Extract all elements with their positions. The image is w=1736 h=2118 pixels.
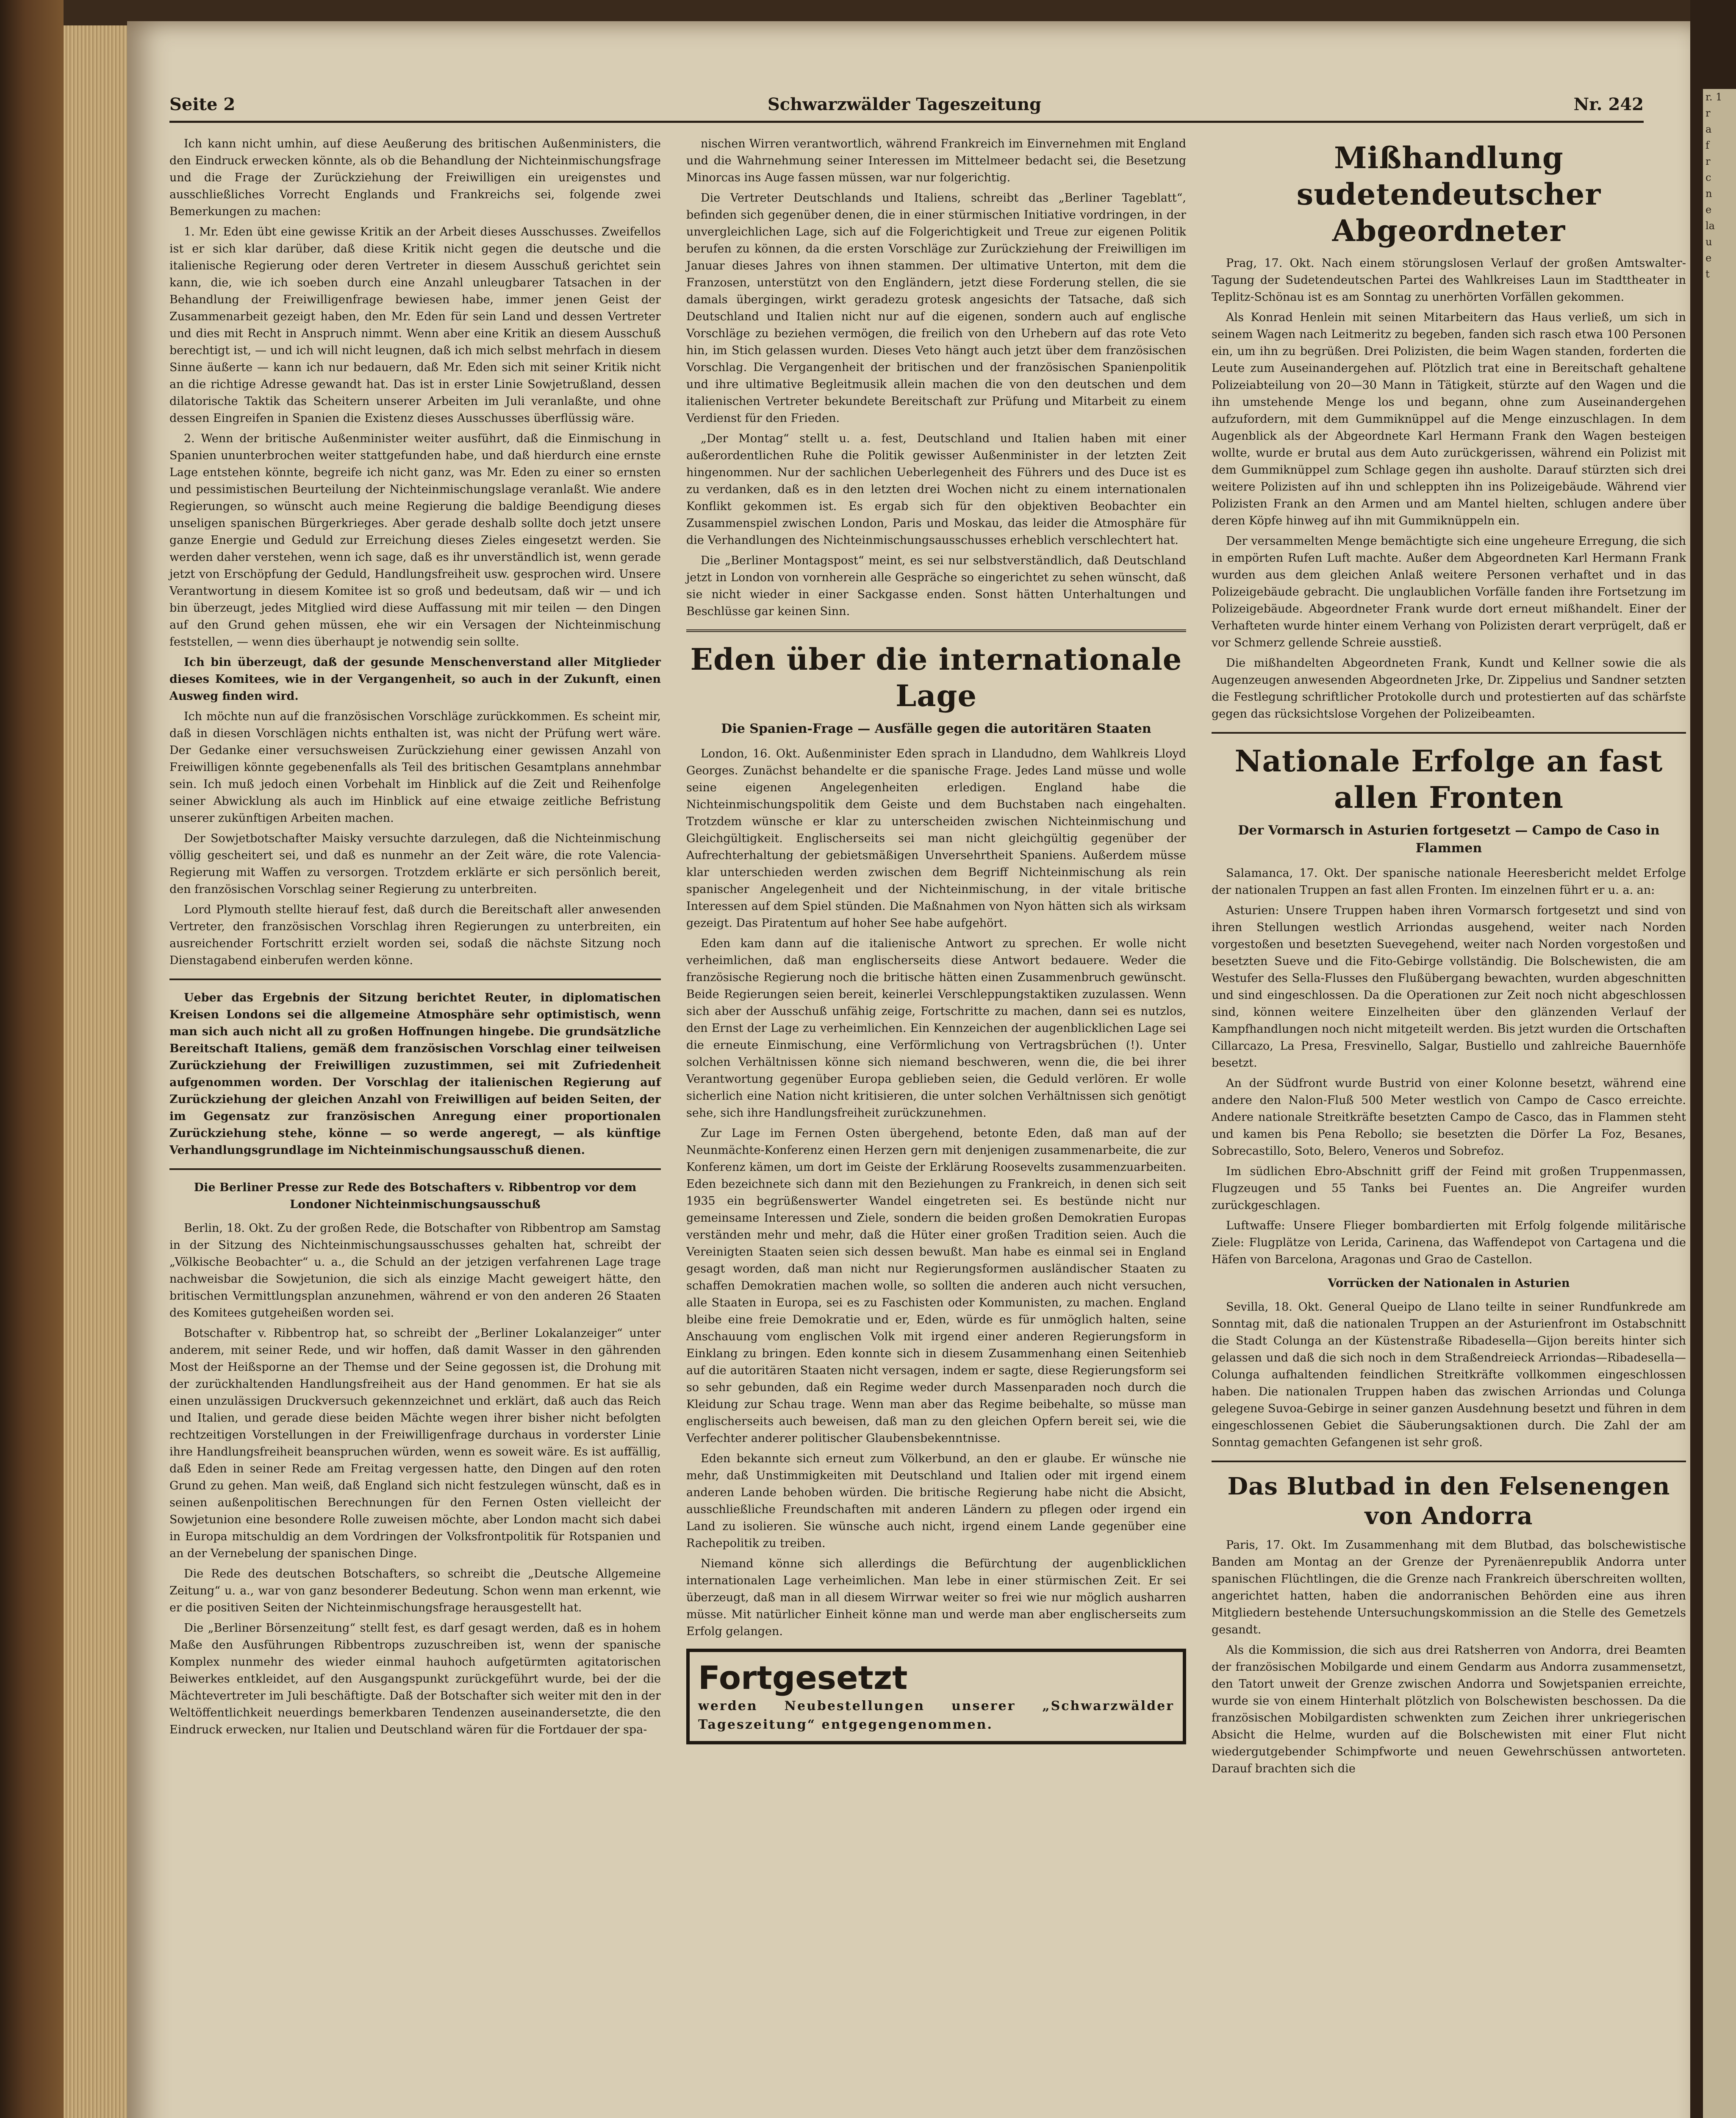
- masthead: Schwarzwälder Tageszeitung: [767, 94, 1042, 114]
- article-paragraph: Ueber das Ergebnis der Sitzung berichtet Reuter, in diplomatischen Kreisen Londons sei die allgemeine Atmosphäre sehr optimistisch, wenn man sich auch nicht all zu großen Hoffnungen hingebe. Die grundsätzliche Bereitschaft Italiens, gemäß dem französischen Vorschlag einer teilweisen Zurückziehung der Freiwilligen zuzustimmen, sei mit Zufriedenheit aufgenommen worden. Der Vorschlag der italienischen Regierung auf Zurückziehung der gleichen Anzahl von Freiwilligen auf beiden Seiten, der im Gegensatz zur französischen Anregung einer proportionalen Zurückziehung stehe, könne — so werde angeregt, — als künftige Verhandlungsgrundlage im Nichteinmischungsausschuß dienen.: [169, 991, 661, 1157]
- adjacent-page-edge: [1703, 89, 1736, 2118]
- article-paragraph: Luftwaffe: Unsere Flieger bombardierten mit Erfolg folgende militärische Ziele: Flugplätze von Lerida, Carinena, das Waffendepot von Cartagena und die Häfen von Barcelona, Aragonas und Grao de Castellon.: [1212, 1219, 1686, 1266]
- article-paragraph: Asturien: Unsere Truppen haben ihren Vormarsch fortgesetzt und sind von ihren Stellungen westlich Arriondas ausgehend, weiter nach Norden vorgestoßen und besetzten Suevegehend, weiter nach Norden vorgestoßen und besetzten Sueve und die Fito-Gebirge vollständig. Die Bolschewisten, die am Westufer des Sella-Flusses den Flußübergang bewachten, wurden abgeschnitten und sind eingeschlossen. Da die Operationen zur Zeit noch nicht abgeschlossen sind, können weitere Einzelheiten über den glänzenden Verlauf der Kampfhandlungen noch nicht mitgeteilt werden. Bis jetzt wurden die Ortschaften Cillarcazo, La Presa, Fresvinello, Salgar, Bustiello und zahlreiche Bauernhöfe besetzt.: [1212, 904, 1686, 1070]
- article-paragraph: „Der Montag“ stellt u. a. fest, Deutschland und Italien haben mit einer außerordentlichen Ruhe die Politik gewisser Außenminister in der letzten Zeit hingenommen. Nur der sachlichen Ueberlegenheit des Führers und des Duce ist es zu verdanken, daß es in den letzten drei Wochen nicht zu einem internationalen Konflikt gekommen ist. Es ergab sich für den objektiven Beobachter ein Zusammenspiel zwischen London, Paris und Moskau, das leider die Atmosphäre für die Verhandlungen des Nichteinmischungsausschusses erheblich verschlechtert hat.: [686, 432, 1186, 547]
- edge-fragment: r: [1705, 155, 1711, 167]
- edge-fragment: a: [1705, 123, 1712, 135]
- edge-fragment: u: [1705, 236, 1712, 248]
- article-paragraph: Die Rede des deutschen Botschafters, so schreibt die „Deutsche Allgemeine Zeitung“ u. a., war von ganz besonderer Bedeutung. Schon wenn man erkennt, wie er die positiven Seiten der Nichteinmischungsfrage herausgestellt hat.: [169, 1567, 661, 1614]
- article-subheadline: Die Berliner Presse zur Rede des Botschafters v. Ribbentrop vor dem Londoner Nichteinmischungsausschuß: [194, 1181, 637, 1211]
- column-3: [1212, 136, 1686, 1781]
- section-rule: [169, 1168, 661, 1170]
- article-paragraph: Eden bekannte sich erneut zum Völkerbund, an den er glaube. Er wünsche nie mehr, daß Unstimmigkeiten mit Deutschland und Italien oder mit irgend einem anderen Lande behoben würden. Die britische Regierung habe nicht die Absicht, ausschließliche Freundschaften mit anderen Ländern zu pflegen oder irgend ein Land zu isolieren. Sie wünsche auch nicht, irgend einem Lande gegenüber eine Rachepolitik zu treiben.: [686, 1452, 1186, 1550]
- edge-fragment: t: [1705, 268, 1710, 280]
- section-rule: [686, 629, 1186, 632]
- article-paragraph: Sevilla, 18. Okt. General Queipo de Llano teilte in seiner Rundfunkrede am Sonntag mit, daß die nationalen Truppen an der Asturienfront im Ostabschnitt die Stadt Colunga an der Küstenstraße Ribadesella—Gijon bereits hinter sich gelassen und daß die sich noch in dem Straßendreieck Arriondas—Ribadesella—Colunga aufhaltenden feindlichen Streitkräfte vollkommen eingeschlossen haben. Die nationalen Truppen haben das zwischen Arriondas und Colunga gelegene Suvoa-Gebirge in seiner ganzen Ausdehnung besetzt und führen in dem eingeschlossenen Gebiet die Säuberungsaktionen durch. Die Zahl der am Sonntag gemachten Gefangenen ist sehr groß.: [1212, 1300, 1686, 1449]
- subscription-notice: [686, 1649, 1186, 1744]
- article-paragraph: Botschafter v. Ribbentrop hat, so schreibt der „Berliner Lokalanzeiger“ unter anderem, mit seiner Rede, und wir hoffen, daß damit Wasser in den gährenden Most der Heißsporne an der Themse und der Seine gegossen ist, die Drohung mit der zurückhaltenden Handlungsfreiheit aus der Hand genommen. Er hat sie als einen unzulässigen Druckversuch gekennzeichnet und erklärt, daß auch das Reich und Italien, und gerade diese beiden Mächte wegen ihrer bisher nicht befolgten rechtzeitigen Vorstellungen in der Freiwilligenfrage durchaus in vorderster Linie ihre Handlungsfreiheit beanspruchen würden, wenn es soweit wäre. Es ist auffällig, daß Eden in seiner Rede am Freitag vergessen hatte, den Dingen auf den roten Grund zu gehen. Man weiß, daß England sich nicht festzulegen wünscht, daß es in seinen außenpolitischen Berechnungen für den Fernen Osten vielleicht der Sowjetunion eine besondere Rolle zuweisen möchte, aber London macht sich dabei in Europa mitschuldig an dem Vordringen der Volksfrontpolitik für Rotspanien und an der Vernebelung der spanischen Dinge.: [169, 1327, 661, 1560]
- article-paragraph: Prag, 17. Okt. Nach einem störungslosen Verlauf der großen Amtswalter-Tagung der Sudetendeutschen Partei des Wahlkreises Laun im Stadttheater in Teplitz-Schönau ist es am Sonntag zu unerhörten Vorfällen gekommen.: [1212, 257, 1686, 304]
- article-subheadline: Der Vormarsch in Asturien fortgesetzt — Campo de Caso in Flammen: [1238, 823, 1660, 856]
- article-paragraph: Ich kann nicht umhin, auf diese Aeußerung des britischen Außenministers, die den Eindruck erwecken könnte, als ob die Behandlung der Nichteinmischungsfrage und die Frage der Zurückziehung der Freiwilligen ein ureigenstes und ausschließliches Vorrecht Englands und Frankreichs sei, folgende zwei Bemerkungen zu machen:: [169, 137, 661, 218]
- article-paragraph: Salamanca, 17. Okt. Der spanische nationale Heeresbericht meldet Erfolge der nationalen Truppen an fast allen Fronten. Im einzelnen führt er u. a. an:: [1212, 867, 1686, 897]
- article-paragraph: Die „Berliner Börsenzeitung“ stellt fest, es darf gesagt werden, daß es in hohem Maße den Ausführungen Ribbentrops zuzuschreiben ist, wenn der spanische Komplex nunmehr des wieder einmal hauhoch aufgetürmten agitatorischen Beiwerkes entkleidet, auf den Ausgangspunkt zurückgeführt wurde, bei der die Mächtevertreter im Juli beschäftigte. Daß der Botschafter sich weiter mit den in der Weltöffentlichkeit neuerdings bemerkbaren Tendenzen auseinandersetzte, die den Eindruck erwecken, nur Italien und Deutschland wären für die Fortdauer der spa-: [169, 1622, 661, 1736]
- article-paragraph: Eden kam dann auf die italienische Antwort zu sprechen. Er wolle nicht verheimlichen, daß man englischerseits diese Antwort bedauere. Weder die französische Regierung noch die britische hätten einen Zusammenbruch gewünscht. Beide Regierungen seien bereit, keinerlei Verschleppungstaktiken zuzulassen. Wenn sich aber der Ausschuß unfähig zeige, Fortschritte zu machen, dann sei es nutzlos, den Ernst der Lage zu verheimlichen. Ein Kennzeichen der augenblicklichen Lage sei die erneute Einmischung, eine Verförmlichung von Vertragsbrüchen (!). Unter solchen Verhältnissen könne sich niemand beschweren, wenn die, die bei ihrer Verantwortung gegenüber Europa geblieben seien, die Geduld verlören. Er wolle sicherlich eine Nation nicht kritisieren, die unter solchen Verhältnissen sich genötigt sehe, sich ihre Handlungsfreiheit zurückzunehmen.: [686, 937, 1186, 1120]
- newspaper-page: [127, 21, 1703, 2118]
- article-headline: Nationale Erfolge an fast allen Fronten: [1234, 743, 1663, 815]
- article-paragraph: An der Südfront wurde Bustrid von einer Kolonne besetzt, während eine andere den Nalon-Fluß 500 Meter westlich von Campo de Casco erreichte. Andere nationale Streitkräfte besetzten Campo de Casco, das in Flammen steht und kamen bis Pena Rebollo; sie besetzten die Dörfer La Foz, Besanes, Sobrecastillo, Soto, Belero, Veneros und Sobrefoz.: [1212, 1077, 1686, 1158]
- article-paragraph: Der versammelten Menge bemächtigte sich eine ungeheure Erregung, die sich in empörten Rufen Luft machte. Außer dem Abgeordneten Karl Hermann Frank wurden aus dem gleichen Anlaß weitere Personen verhaftet und in das Polizeigebäude gebracht. Die unglaublichen Vorfälle fanden ihre Fortsetzung im Polizeigebäude. Abgeordneter Frank wurde dort erneut mißhandelt. Einer der Verhafteten wurde hinter einem Verhang von Polizisten derart verprügelt, daß er vor Schmerz gellende Schreie ausstieß.: [1212, 535, 1686, 649]
- page-header: [169, 80, 1644, 114]
- notice-title: Fortgesetzt: [698, 1659, 908, 1697]
- article-headline: Das Blutbad in den Felsenengen von Andorra: [1227, 1472, 1670, 1530]
- article-paragraph: Im südlichen Ebro-Abschnitt griff der Feind mit großen Truppenmassen, Flugzeugen und 55 Tanks bei Fuentes an. Die Angreifer wurden zurückgeschlagen.: [1212, 1165, 1686, 1212]
- article-subheadline: Die Spanien-Frage — Ausfälle gegen die autoritären Staaten: [721, 721, 1151, 736]
- article-paragraph: 2. Wenn der britische Außenminister weiter ausführt, daß die Einmischung in Spanien ununterbrochen weiter stattgefunden habe, und daß hierdurch eine ernste Lage entstehen könnte, begreife ich nicht ganz, was Mr. Eden zu einer so ernsten und pessimistischen Beurteilung der Nichteinmischungslage veranlaßt. Wie andere Regierungen, so wünscht auch meine Regierung die baldige Beendigung dieses unseligen spanischen Bürgerkrieges. Aber gerade deshalb sollte doch jetzt unsere ganze Energie und Geduld zur Erreichung dieses Zieles eingesetzt werden. Sie werden daher verstehen, wenn ich sage, daß es ihr unverständlich ist, wenn gerade jetzt von Erschöpfung der Geduld, Handlungsfreiheit usw. gesprochen wird. Unsere Verantwortung in diesem Komitee ist so groß und bedeutsam, daß wir — und ich bin überzeugt, jedes Mitglied wird diese Auffassung mit mir teilen — den Dingen auf den Grund gehen müssen, ehe wir ein Versagen der Nichteinmischung feststellen, — wenn dies überhaupt je notwendig sein sollte.: [169, 432, 661, 649]
- article-headline: Eden über die internationale Lage: [690, 642, 1182, 713]
- article-paragraph: Lord Plymouth stellte hierauf fest, daß durch die Bereitschaft aller anwesenden Vertreter, den französischen Vorschlag ihren Regierungen zu unterbreiten, ein ausreichender Fortschritt erzielt worden sei, sodaß die nächste Sitzung noch Dienstagabend einberufen werden könne.: [169, 903, 661, 967]
- section-rule: [169, 979, 661, 980]
- edge-fragment: la: [1705, 220, 1715, 232]
- edge-fragment: c: [1705, 172, 1711, 183]
- edge-fragment: e: [1705, 252, 1712, 264]
- article-paragraph: London, 16. Okt. Außenminister Eden sprach in Llandudno, dem Wahlkreis Lloyd Georges. Zunächst behandelte er die spanische Frage. Jedes Land müsse und wolle seine eigenen Angelegenheiten erledigen. England habe die Nichteinmischungspolitik dem Geiste und dem Buchstaben nach eingehalten. Trotzdem wünsche er klar zu unterscheiden zwischen Nichteinmischung und Gleichgültigkeit. Englischerseits sei man nicht gleichgültig gegenüber der Aufrechterhaltung der gebietsmäßigen Unversehrtheit Spaniens. Außerdem müsse klar unterschieden werden zwischen dem Begriff Nichteinmischung als rein spanischer Angelegenheit und der Nichteinmischung, in der vitale britische Interessen auf dem Spiel stünden. Die Maßnahmen von Nyon hätten sich als wirksam gezeigt. Das Piratentum auf hoher See habe aufgehört.: [686, 747, 1186, 930]
- article-paragraph: Die Vertreter Deutschlands und Italiens, schreibt das „Berliner Tageblatt“, befinden sich gegenüber denen, die in einer stürmischen Initiative vordringen, in der unvergleichlichen Lage, sich auf die Folgerichtigkeit und Treue zur eigenen Politik berufen zu können, da die ersten Vorschläge zur Zurückziehung der Freiwilligen im Januar dieses Jahres von ihnen stammen. Der ultimative Unterton, mit dem die Franzosen, unterstützt von den Engländern, jetzt diese Forderung stellen, die sie damals übergingen, wirkt geradezu grotesk angesichts der Tatsache, daß sich Deutschland und Italien nicht nur auf die eigenen, sondern auch auf englische Vorschläge zu beziehen vermögen, die freilich von den Urhebern auf das rote Veto hin, im Stich gelassen wurden. Dieses Veto hängt auch jetzt über dem französischen Vorschlag. Die Vergangenheit der britischen und der französischen Spanienpolitik und ihre ultimative Begleitmusik allein machen die von den deutschen und dem italienischen Vertreter bekundete Bereitschaft zur Prüfung und Mitarbeit zu einem Verdienst für den Frieden.: [686, 191, 1186, 425]
- article-paragraph: Als Konrad Henlein mit seinen Mitarbeitern das Haus verließ, um sich in seinem Wagen nach Leitmeritz zu begeben, fanden sich rasch etwa 100 Personen ein, um ihn zu begrüßen. Drei Polizisten, die beim Wagen standen, forderten die Leute zum Auseinandergehen auf. Plötzlich trat eine in Bereitschaft gehaltene Polizeiabteilung von 20—30 Mann in Tätigkeit, stürzte auf den Wagen und die ihn umstehende Menge los und begann, ohne zum Auseinandergehen aufzufordern, mit dem Gummiknüppel auf die Menge einzuschlagen. In dem Augenblick als der Abgeordnete Karl Hermann Frank den Wagen besteigen wollte, wurde er brutal aus dem Auto zurückgerissen, während ein Polizist mit dem Gummiknüppel zum Schlage gegen ihn ausholte. Darauf stürzten sich drei weitere Polizisten auf ihn und schleppten ihn ins Polizeigebäude. Während vier Polizisten Frank an den Armen und am Mantel hielten, schlugen andere über deren Köpfe hinweg auf ihn mit Gummiknüppeln ein.: [1212, 311, 1686, 527]
- page-number: Seite 2: [169, 94, 236, 114]
- edge-fragment: r: [1705, 107, 1711, 119]
- header-rule: [169, 121, 1644, 123]
- article-paragraph: Die mißhandelten Abgeordneten Frank, Kundt und Kellner sowie die als Augenzeugen anwesenden Abgeordneten Jrke, Dr. Zippelius und Sandner setzten die Festlegung schriftlicher Protokolle durch und protestierten auf das schärfste gegen das rücksichtslose Vorgehen der Polizeibeamten.: [1212, 657, 1686, 721]
- article-paragraph: Zur Lage im Fernen Osten übergehend, betonte Eden, daß man auf der Neunmächte-Konferenz einen Herzen gern mit denjenigen zusammenarbeite, die zur Konferenz kämen, um dort im Geiste der Erklärung Roosevelts zusammenzuarbeiten. Eden bezeichnete sich dann mit den Beziehungen zu Frankreich, in denen sich seit 1935 ein begrüßenswerter Wandel eingetreten sei. Es bestünde nicht nur gemeinsame Interessen und Ziele, sondern die beiden großen Demokratien Europas verständen mehr und mehr, daß die Hüter einer großen Tradition seien. Auch die Vereinigten Staaten seien sich dessen bewußt. Man habe es einmal sei in England gesagt worden, daß man nicht nur Regierungsformen ausländischer Staaten zu schaffen Demokratien machen wolle, so sollten die anderen auch nicht versuchen, alle Staaten in Europa, sei es zu Faschisten oder Kommunisten, zu machen. England bleibe eine freie Demokratie und er, Eden, würde es für unmöglich halten, seine Anschauung vom englischen Volk mit irgend einer anderen Regierungsform in Einklang zu bringen. Eden konnte sich in diesem Zusammenhang einen Seitenhieb auf die autoritären Staaten nicht versagen, indem er sagte, diese Regierungsform sei so sehr gebunden, daß ein Regime weder durch Massenparaden noch durch die Kleidung zur Schau trage. Wenn man aber das Regime beibehalte, so müsse man englischerseits auch beweisen, daß man zu den gleichen Opfern bereit sei, wie die Verfechter anderer politischer Glaubensbekenntnisse.: [686, 1127, 1186, 1445]
- section-rule: [1212, 732, 1686, 734]
- section-rule: [1212, 1461, 1686, 1462]
- article-headline: Mißhandlung sudetendeutscher Abgeordneter: [1296, 140, 1601, 248]
- article-paragraph: Niemand könne sich allerdings die Befürchtung der augenblicklichen internationalen Lage verheimlichen. Man lebe in einer stürmischen Zeit. Er sei überzeugt, daß man in all diesem Wirrwar weiter so frei wie nur möglich ausharren müsse. Mit natürlicher Einheit könne man und werde man aber englischerseits zum Erfolg gelangen.: [686, 1557, 1186, 1638]
- article-paragraph: Paris, 17. Okt. Im Zusammenhang mit dem Blutbad, das bolschewistische Banden am Montag an der Grenze der Pyrenäenrepublik Andorra unter spanischen Flüchtlingen, die die Grenze nach Frankreich überschreiten wollten, angerichtet hatten, haben die andorranischen Behörden eine aus ihren Mitgliedern bestehende Untersuchungskommission an die Stelle des Gemetzels gesandt.: [1212, 1539, 1686, 1636]
- notice-text: werden Neubestellungen unserer „Schwarzwälder Tageszeitung“ entgegengenommen.: [698, 1699, 1174, 1732]
- column-1: [169, 136, 661, 1742]
- issue-number: Nr. 242: [1573, 94, 1644, 114]
- article-subheadline: Vorrücken der Nationalen in Asturien: [1328, 1277, 1570, 1290]
- edge-fragment: r. 1: [1705, 91, 1722, 103]
- article-paragraph: Als die Kommission, die sich aus drei Ratsherren von Andorra, drei Beamten der französischen Mobilgarde und einem Gendarm aus Andorra zusammensetzt, den Tatort unweit der Grenze zwischen Andorra und Sowjetspanien erreichte, wurde sie von einem Hinterhalt plötzlich von Bolschewisten beschossen. Da die französischen Mobilgardisten schwenkten zum Zeichen ihrer unkriegerischen Absicht die Helme, wurden auf die Bolschewisten mit einer Flut nicht wiedergutgebender Schimpfworte und neuen Gewehrschüssen antworteten. Darauf brachten sich die: [1212, 1644, 1686, 1775]
- edge-fragment: n: [1705, 188, 1712, 200]
- article-paragraph: Berlin, 18. Okt. Zu der großen Rede, die Botschafter von Ribbentrop am Samstag in der Sitzung des Nichteinmischungsausschusses gehalten hat, schreibt der „Völkische Beobachter“ u. a., die Schuld an der jetzigen verfahrenen Lage trage nachweisbar die Sowjetunion, die sich als einzige Macht geweigert hätte, den britischen Vermittlungsplan anzunehmen, während er von den anderen 26 Staaten des Komitees gutgeheißen worden sei.: [169, 1222, 661, 1320]
- edge-fragment: e: [1705, 204, 1712, 216]
- article-paragraph: Ich bin überzeugt, daß der gesunde Menschenverstand aller Mitglieder dieses Komitees, wie in der Vergangenheit, so auch in der Zukunft, einen Ausweg finden wird.: [169, 656, 661, 703]
- article-paragraph: Ich möchte nun auf die französischen Vorschläge zurückkommen. Es scheint mir, daß in diesen Vorschlägen nichts enthalten ist, was nicht der Prüfung wert wäre. Der Gedanke einer versuchsweisen Zurückziehung einer gewissen Anzahl von Freiwilligen könnte gegebenenfalls als Teil des britischen Gesamtplans annehmbar sein. Ich muß jedoch einen Vorbehalt im Hinblick auf die Zeit und Reihenfolge seiner Abwicklung als auch im Hinblick auf eine etwaige zeitliche Befristung unserer zukünftigen Arbeiten machen.: [169, 710, 661, 825]
- article-paragraph: nischen Wirren verantwortlich, während Frankreich im Einvernehmen mit England und die Wahrnehmung seiner Interessen im Mittelmeer bedacht sei, die Besetzung Minorcas ins Auge fassen müssen, war nur folgerichtig.: [686, 137, 1186, 184]
- article-paragraph: Die „Berliner Montagspost“ meint, es sei nur selbstverständlich, daß Deutschland jetzt in London von vornherein alle Gespräche so eingerichtet zu sehen wünscht, daß sie nicht wieder in einer Sackgasse enden. Sonst hätten Unterhaltungen und Beschlüsse gar keinen Sinn.: [686, 554, 1186, 618]
- article-paragraph: Der Sowjetbotschafter Maisky versuchte darzulegen, daß die Nichteinmischung völlig gescheitert sei, und daß es nunmehr an der Zeit wäre, die rote Valencia-Regierung mit Waffen zu versorgen. Trotzdem erklärte er sich persönlich bereit, den französischen Vorschlag seiner Regierung zu unterbreiten.: [169, 832, 661, 896]
- edge-fragment: f: [1705, 139, 1709, 151]
- column-2: [686, 136, 1186, 1744]
- article-paragraph: 1. Mr. Eden übt eine gewisse Kritik an der Arbeit dieses Ausschusses. Zweifellos ist er sich klar darüber, daß diese Kritik nicht gegen die deutsche und die italienische Regierung oder deren Vertreter in diesem Ausschuß gerichtet sein kann, die, wie ich soeben durch eine Anzahl unleugbarer Tatsachen in der Behandlung der Freiwilligenfrage bewiesen habe, immer jenen Geist der Zusammenarbeit gezeigt haben, den Mr. Eden für sein Land und dessen Vertreter und dies mit Recht in Anspruch nimmt. Wenn aber eine Kritik an diesem Ausschuß berechtigt ist, — und ich will nicht leugnen, daß ich mich selbst mehrfach in diesem Sinne äußerte — kann ich nur bedauern, daß Mr. Eden sich mit seiner Kritik nicht an die richtige Adresse gewandt hat. Das ist in erster Linie Sowjetrußland, dessen dilatorische Taktik das Scheitern unserer Arbeiten im Juli veranlaßte, und ohne dessen Eingreifen in Spanien die Existenz dieses Ausschusses überflüssig wäre.: [169, 225, 661, 425]
- book-spine: [0, 0, 64, 2118]
